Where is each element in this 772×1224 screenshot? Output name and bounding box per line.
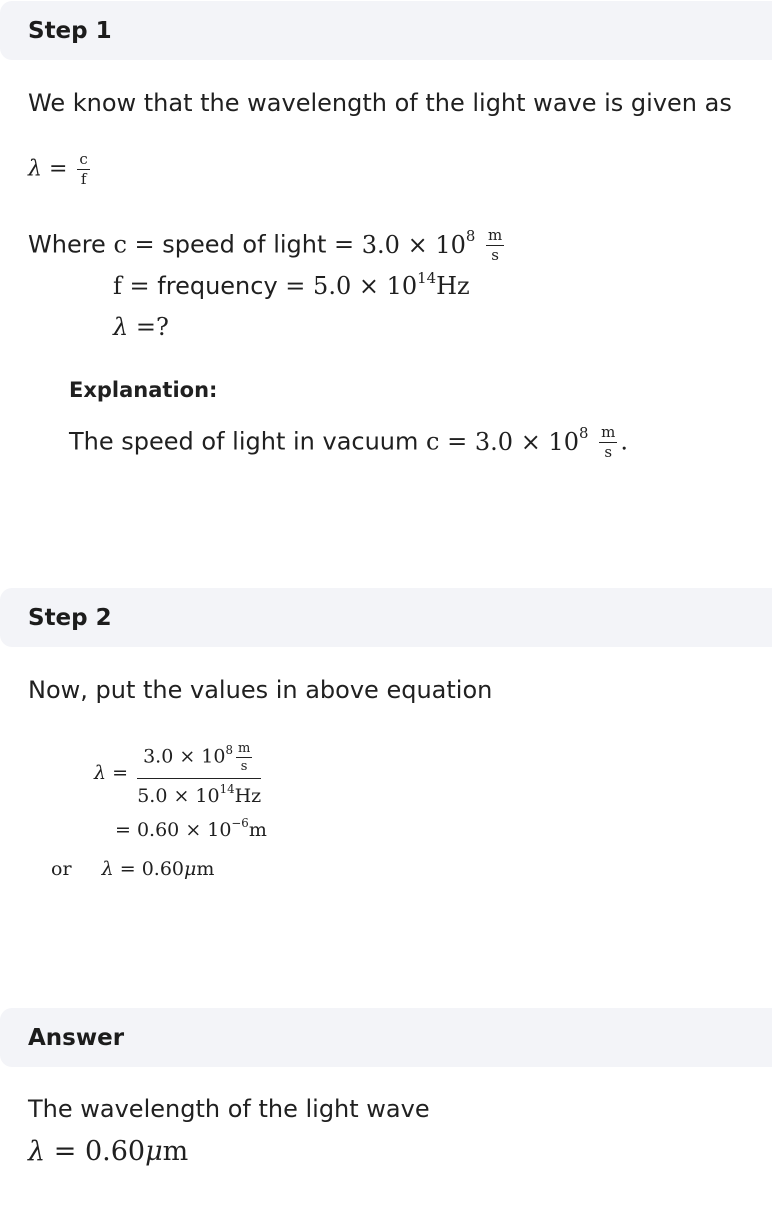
answer-text: The wavelength of the light wave [28, 1095, 430, 1123]
where-line-c [28, 228, 507, 263]
c-symbol: c [113, 230, 127, 259]
eq1-numerator: $3.0 \times 10^8$ $\frac{m}{s}$ [137, 742, 261, 779]
f-value: $5.0 \times 10^{14}Hz$ [313, 268, 470, 300]
f-unit: Hz [436, 272, 470, 300]
answer-math [28, 1136, 188, 1167]
c-equals: = [134, 230, 155, 259]
eq1-equals: = [112, 762, 129, 784]
f-equals: = [129, 272, 150, 300]
formula-fraction [77, 152, 89, 187]
eq1-denominator: $5.0 \times 10^{14}Hz$ [137, 782, 262, 807]
step2-header: Step 2 [0, 588, 772, 647]
explanation-title: Explanation: [69, 378, 218, 402]
eq3-or: or [51, 858, 72, 880]
f-symbol: f [113, 272, 122, 300]
eq2-value: 0.60 × 10 [136, 819, 232, 841]
answer-header: Answer [0, 1008, 772, 1067]
step2-eq2 [115, 816, 267, 841]
eq3-lambda: λ [101, 858, 114, 880]
formula-lambda: λ [28, 156, 42, 182]
eq2-equals: = [115, 819, 131, 841]
f-description: frequency [157, 272, 278, 300]
c-exponent: 8 [465, 227, 476, 246]
eq3-unit: m [196, 858, 215, 880]
expl-unit-fraction: $\frac{m}{s}$ [601, 423, 616, 461]
explanation-text: The speed of light in vacuum [69, 427, 419, 456]
expl-period: . [620, 427, 628, 456]
eq2-exponent: −6 [231, 816, 249, 831]
expl-c-symbol: c [426, 427, 440, 456]
step2-eq1 [94, 742, 264, 806]
c-unit-fraction: $\frac{m}{s}$ [487, 226, 503, 264]
eq1-fraction [137, 742, 261, 806]
c-description: speed of light [162, 230, 327, 259]
expl-exponent: 8 [578, 424, 589, 443]
step2-intro: Now, put the values in above equation [28, 676, 493, 704]
answer-unit: m [162, 1136, 189, 1167]
answer-equals: = [53, 1136, 77, 1167]
step2-eq3 [51, 858, 214, 880]
c-equals-2: = [334, 230, 355, 259]
eq3-value: 0.60 [141, 858, 184, 880]
step1-intro: We know that the wavelength of the light wave is given as [28, 89, 732, 117]
step1-header: Step 1 [0, 1, 772, 60]
lambda-unknown: =? [135, 313, 169, 341]
where-line-f [113, 268, 470, 300]
eq2-unit: m [248, 819, 267, 841]
expl-value: $3.0 \times 10^8$ [474, 424, 589, 456]
answer-lambda: λ [28, 1136, 46, 1167]
lambda-symbol: λ [113, 313, 129, 341]
formula-denominator: f [80, 170, 87, 188]
explanation-line [69, 425, 628, 460]
f-exponent: 14 [417, 268, 437, 287]
formula-equals: = [48, 156, 68, 182]
answer-mu: μ [145, 1136, 163, 1167]
c-value: $3.0 \times 10^8$ [361, 227, 476, 259]
eq3-equals: = [119, 858, 136, 880]
answer-value: 0.60 [84, 1136, 146, 1167]
wavelength-formula [28, 152, 93, 187]
formula-numerator: c [79, 150, 88, 168]
eq3-mu: μ [184, 858, 197, 880]
eq1-lambda: λ [94, 762, 107, 784]
where-label: Where [28, 230, 106, 259]
f-equals-2: = [285, 272, 306, 300]
where-line-lambda [113, 313, 169, 341]
expl-equals: = [447, 427, 468, 456]
